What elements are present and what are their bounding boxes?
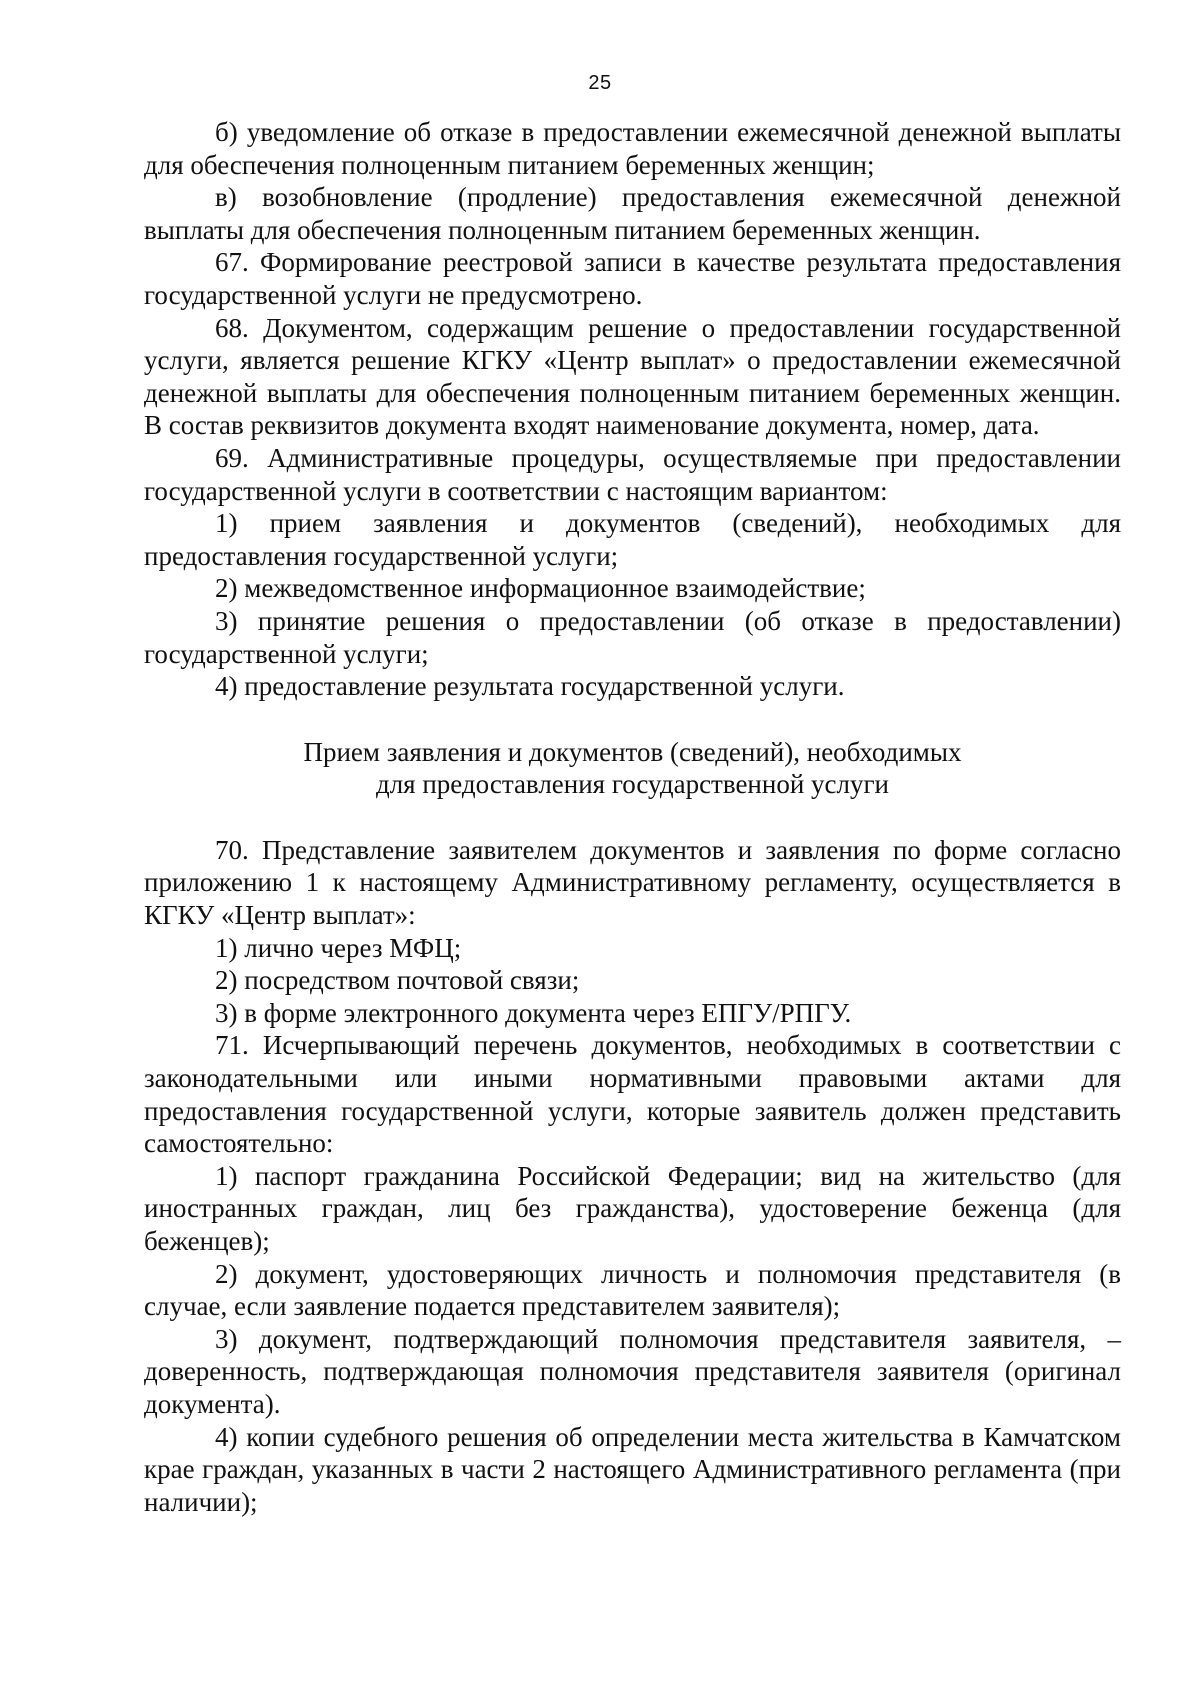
paragraph-69: 69. Административные процедуры, осуществляемые при предоставлении государственной услуги в соответствии с настоящим вариантом:: [144, 442, 1121, 506]
list-item-70-2: 2) посредством почтовой связи;: [215, 965, 580, 996]
section-heading-line-2: для предоставления государственной услуги: [375, 769, 890, 800]
list-item-69-1: 1) прием заявления и документов (сведений), необходимых для предоставления государственной услуги;: [144, 508, 1121, 571]
paragraph-b-refusal-notice: б) уведомление об отказе в предоставлении ежемесячной денежной выплаты для обеспечения полноценным питанием беременных женщин;: [144, 117, 1121, 180]
list-item-70-3: 3) в форме электронного документа через ЕПГУ/РПГУ.: [215, 997, 852, 1028]
page-number: 25: [588, 72, 612, 94]
paragraph-68: 68. Документом, содержащим решение о предоставлении государственной услуги, является решение КГКУ «Центр выплат» о предоставлении ежемесячной денежной выплаты для обеспечения полноценным питанием беременных женщин. В состав реквизитов документа входят наименование документа, номер, дата.: [144, 312, 1121, 441]
section-heading: [144, 736, 1121, 801]
list-item-69-3: 3) принятие решения о предоставлении (об отказе в предоставлении) государственной услуги;: [144, 605, 1121, 669]
list-item-69-2: 2) межведомственное информационное взаимодействие;: [215, 573, 866, 604]
document-body: [144, 116, 1121, 1518]
list-item-70-1: 1) лично через МФЦ;: [215, 932, 462, 963]
list-item-69-4: 4) предоставление результата государственной услуги.: [215, 671, 845, 702]
paragraph-71: 71. Исчерпывающий перечень документов, необходимых в соответствии с законодательными или иными нормативными правовыми актами для предоставления государственной услуги, которые заявитель должен представить самостоятельно:: [144, 1030, 1121, 1159]
list-item-71-4: 4) копии судебного решения об определении места жительства в Камчатском крае граждан, указанных в части 2 настоящего Административного регламента (при наличии);: [144, 1421, 1121, 1517]
list-item-71-2: 2) документ, удостоверяющих личность и полномочия представителя (в случае, если заявление подается представителем заявителя);: [144, 1258, 1121, 1322]
paragraph-67: 67. Формирование реестровой записи в качестве результата предоставления государственной услуги не предусмотрено.: [144, 247, 1121, 310]
paragraph-v-resumption: в) возобновление (продление) предоставления ежемесячной денежной выплаты для обеспечения полноценным питанием беременных женщин.: [144, 182, 1121, 245]
section-heading-line-1: Прием заявления и документов (сведений), необходимых: [303, 736, 962, 767]
paragraph-70: 70. Представление заявителем документов и заявления по форме согласно приложению 1 к настоящему Административному регламенту, осуществляется в КГКУ «Центр выплат»:: [144, 834, 1121, 931]
list-item-71-1: 1) паспорт гражданина Российской Федерации; вид на жительство (для иностранных граждан, лиц без гражданства), удостоверение беженца (для беженцев);: [144, 1160, 1121, 1256]
list-item-71-3: 3) документ, подтверждающий полномочия представителя заявителя, – доверенность, подтверждающая полномочия представителя заявителя (оригинал документа).: [144, 1323, 1121, 1419]
